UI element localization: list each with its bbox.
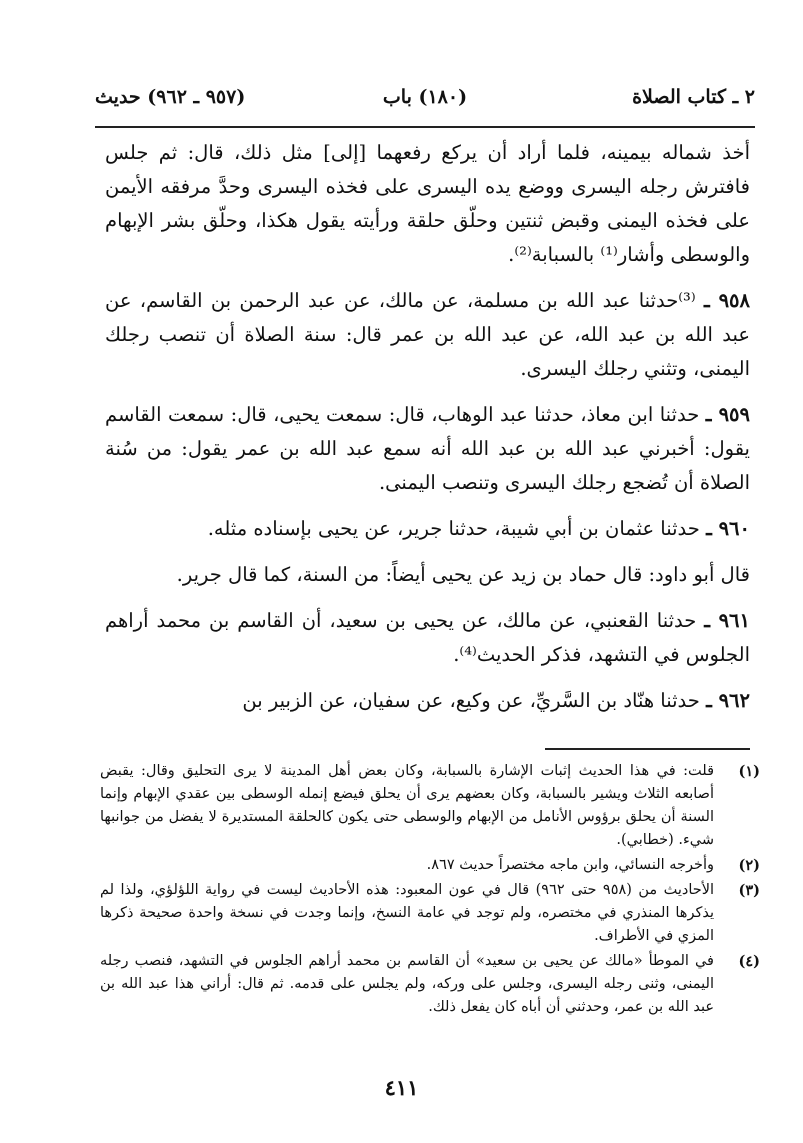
paragraph: [105, 136, 750, 272]
footnote: [100, 879, 760, 948]
footnote-number: (٢): [738, 857, 760, 874]
hadith-962: [105, 684, 750, 718]
paragraph-text: حدثنا ابن معاذ، حدثنا عبد الوهاب، قال: سمعت يحيى، قال: سمعت القاسم يقول: أخبرني عبد الله بن عبد الله أنه سمع عبد الله بن عمر يقول: من سُنة الصلاة أن تُضجع رجلك اليسرى وتنصب اليمنى.: [105, 403, 750, 494]
page-number: ٤١١: [384, 1075, 419, 1100]
footnotes: [100, 760, 760, 1021]
hadith-number: ٩٥٩ ـ: [705, 403, 750, 426]
running-header: [95, 80, 755, 124]
paragraph-text: حدثنا القعنبي، عن مالك، عن يحيى بن سعيد، أن القاسم بن محمد أراهم الجلوس في التشهد، فذكر الحديث⁽⁴⁾.: [105, 609, 750, 666]
paragraph-text: قال أبو داود: قال حماد بن زيد عن يحيى أيضاً: من السنة، كما قال جرير.: [176, 563, 750, 586]
paragraph-text: ⁽³⁾حدثنا عبد الله بن مسلمة، عن مالك، عن عبد الرحمن بن القاسم، عن عبد الله بن عبد الله، عن عبد الله بن عمر قال: سنة الصلاة أن تنصب رجلك اليمنى، وتثني رجلك اليسرى.: [105, 289, 750, 380]
hadith-959: [105, 398, 750, 500]
hadith-range: (٩٥٧ ـ ٩٦٢) حديث: [95, 86, 246, 108]
footnote-number: (١): [738, 763, 760, 780]
hadith-961: [105, 604, 750, 672]
footnote-text: الأحاديث من (٩٥٨ حتى ٩٦٢) قال في عون المعبود: هذه الأحاديث ليست في رواية اللؤلؤي، ولذا لم يذكرها المنذري في مختصره، ولم توجد في عامة النسخ، وإنما وجدت في نسخة واحدة صحيحة ذكرها المزي في الأطراف.: [100, 882, 715, 944]
footnote-text: في الموطأ «مالك عن يحيى بن سعيد» أن القاسم بن محمد أراهم الجلوس في التشهد، فنصب رجله اليمنى، وثنى رجله اليسرى، وجلس على وركه، ولم يجلس على قدمه. ثم قال: أراني هذا عبد الله بن عبد الله بن عمر، وحدثني أن أباه كان يفعل ذلك.: [100, 953, 714, 1015]
paragraph-text: حدثنا هنّاد بن السَّريِّ، عن وكيع، عن سفيان، عن الزبير بن: [242, 689, 700, 712]
book-title: ٢ ـ كتاب الصلاة: [632, 86, 755, 108]
abu-dawud-note: [105, 558, 750, 592]
header-divider: [95, 126, 755, 128]
footnote: [100, 760, 760, 852]
main-text: [105, 136, 750, 730]
footnote-number: (٣): [738, 882, 760, 899]
hadith-960: [105, 512, 750, 546]
footnote-divider: [545, 748, 750, 750]
paragraph-text: حدثنا عثمان بن أبي شيبة، حدثنا جرير، عن يحيى بإسناده مثله.: [207, 517, 700, 540]
hadith-number: ٩٦٢ ـ: [706, 689, 750, 712]
chapter-title: (١٨٠) باب: [382, 86, 468, 108]
footnote: [100, 854, 760, 877]
footnote-text: قلت: في هذا الحديث إثبات الإشارة بالسبابة، وكان بعض أهل المدينة لا يرى التحليق وقال: يقبض أصابعه الثلاث ويشير بالسبابة، وكان بعضهم يرى أن يحلق فيضع إنمله الوسطى بين عقدي الإبهام وإنما السنة أن يحلق برؤوس الأنامل من الإبهام والوسطى حتى يكون كالحلقة المستديرة لا يفضل من جوانبها شيء. (خطابي).: [100, 763, 714, 848]
hadith-number: ٩٦٠ ـ: [706, 517, 750, 540]
footnote-text: وأخرجه النسائي، وابن ماجه مختصراً حديث ٨٦٧.: [426, 857, 714, 873]
footnote-number: (٤): [738, 953, 760, 970]
hadith-number: ٩٦١ ـ: [704, 609, 750, 632]
paragraph-text: أخذ شماله بيمينه، فلما أراد أن يركع رفعهما [إلى] مثل ذلك، قال: ثم جلس فافترش رجله اليسرى ووضع يده اليسرى على فخذه اليسرى وحدَّ مرفقه الأيمن على فخذه اليمنى وقبض ثنتين وحلّق حلقة ورأيته يقول هكذا، وحلّق بشر الإبهام والوسطى وأشار⁽¹⁾ بالسبابة⁽²⁾.: [105, 141, 750, 266]
hadith-number: ٩٥٨ ـ: [703, 289, 750, 312]
hadith-958: [105, 284, 750, 386]
footnote: [100, 950, 760, 1019]
